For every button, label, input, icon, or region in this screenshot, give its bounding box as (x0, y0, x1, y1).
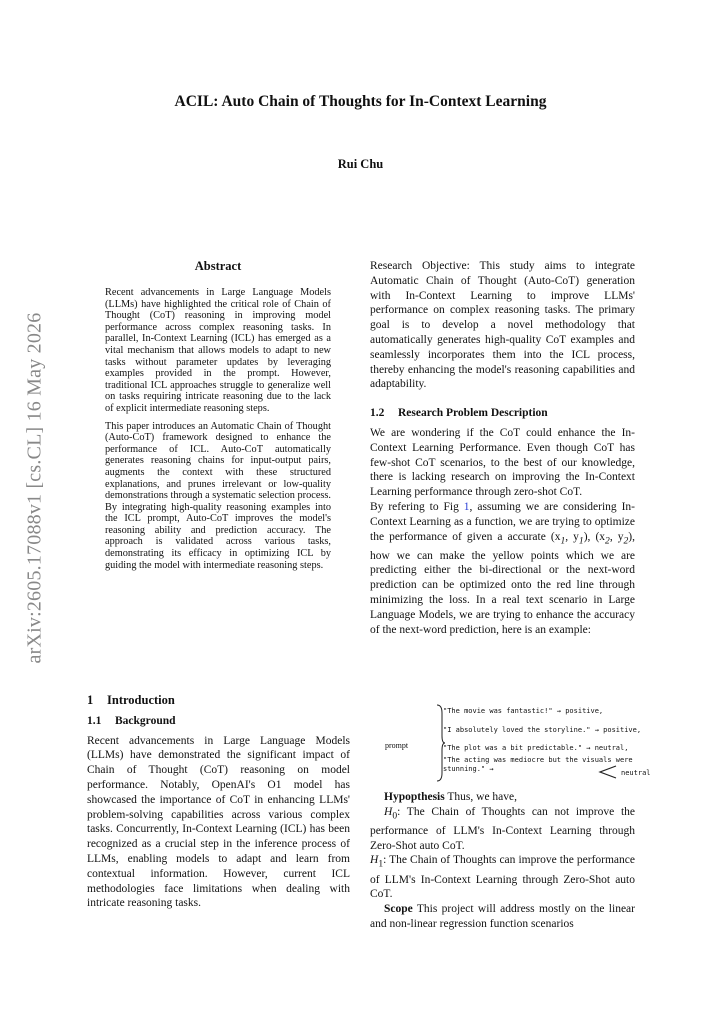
problem-paragraph: We are wondering if the CoT could enhance the In-Context Learning Performance. Even though CoT has few-shot CoT scenarios, to the best of our knowledge, there is lacking research on improving the In-Context Learning performance through zero-shot CoT. (370, 426, 635, 499)
example-line: "The movie was fantastic!" → positive, (443, 707, 604, 715)
problem-paragraph: By refering to Fig 1, assuming we are considering In-Context Learning as a function, we are trying to optimize the performance of given a accurate ($x_1$, $y_1$), ($x_2$, $y_2$), how we can make the yellow points which we are predicting either the bi-directional or the next-word prediction can be optimized onto the red line through minimizing the loss. In a real text scenario in Large Language Models, we are trying to enhance the accuracy of the next-word prediction, here is an example: (370, 500, 635, 636)
subsection-number: 1.2 (370, 407, 385, 420)
example-line: "The plot was a bit predictable." → neutral, (443, 744, 629, 752)
figure-reference-link[interactable]: 1 (463, 500, 470, 513)
arxiv-identifier: arXiv:2605.17088v1 [cs.CL] 16 May 2026 (23, 312, 46, 663)
hypothesis-h1: $H_1$: The Chain of Thoughts can improve the performance of LLM's In-Context Learning through Zero-Shot auto CoT. (370, 854, 635, 901)
abstract-paragraph: This paper introduces an Automatic Chain of Thought (Auto-CoT) framework designed to enhance the performance of ICL. Auto-CoT automatically generates reasoning chains for input-output pairs, augments the context with these structured explanations, and prunes irrelevant or low-quality demonstrations through a systematic selection process. By integrating high-quality reasoning examples into the ICL prompt, Auto-CoT improves the model's reasoning ability and prediction accuracy. The approach is validated across various tasks, demonstrating its efficacy in optimizing ICL by guiding the model with intermediate reasoning steps. (105, 420, 331, 571)
subsection-number: 1.1 (87, 714, 102, 727)
example-answer: neutral (621, 769, 651, 777)
example-prompt-figure (385, 703, 655, 783)
hypothesis-paragraph: Hypopthesis Thus, we have, (384, 791, 518, 803)
research-objective-paragraph: Research Objective: This study aims to integrate Automatic Chain of Thought (Auto-CoT) generation with In-Context Learning to improve LLMs' performance on complex reasoning tasks. The primary goal is to develop a novel methodology that automatically generates high-quality CoT examples and seamlessly incorporates them into the ICL process, thereby enhancing the model's reasoning capabilities and adaptability. (370, 260, 635, 391)
hypothesis-h0: $H_0$: The Chain of Thoughts can not improve the performance of LLM's In-Context Learning through Zero-Shot auto CoT. (370, 805, 635, 852)
subsection-title: Research Problem Description (398, 407, 548, 420)
fork-arrow-icon (596, 765, 618, 779)
subsection-heading (87, 714, 350, 729)
section-number: 1 (87, 693, 94, 707)
prompt-label: prompt (385, 741, 409, 750)
paper-author: Rui Chu (337, 157, 384, 171)
section-heading (87, 693, 350, 708)
paper-title: ACIL: Auto Chain of Thoughts for In-Context Learning (174, 93, 547, 110)
abstract-heading: Abstract (194, 259, 242, 273)
section-title: Introduction (107, 693, 175, 707)
background-paragraph: Recent advancements in Large Language Models (LLMs) have demonstrated the significant impact of Chain of Thought (CoT) reasoning on model performance. Notably, OpenAI's O1 model has showcased the importance of CoT in enhancing LLMs' problem-solving capabilities across various complex tasks. Concurrently, In-Context Learning (ICL) has been recognized as a crucial step in the inference process of LLMs, enabling models to adapt and learn from contextual information. However, current ICL methodologies face limitations when dealing with intricate reasoning tasks. (87, 734, 350, 910)
right-column (370, 259, 635, 637)
abstract-paragraph: Recent advancements in Large Language Models (LLMs) have highlighted the critical role of Chain of Thought (CoT) reasoning in improving model performance across complex reasoning tasks. In parallel, In-Context Learning (ICL) has emerged as a vital mechanism that allows models to adapt to new tasks without parameter updates by leveraging examples provided in the prompt. However, traditional ICL approaches struggle to generalize well on tasks requiring intricate reasoning due to the lack of explicit intermediate reasoning steps. (105, 287, 331, 414)
subsection-heading (370, 406, 635, 421)
example-line: "The acting was mediocre but the visuals were (443, 756, 633, 764)
hypothesis-section (370, 790, 635, 932)
example-line: stunning." → (443, 765, 494, 773)
scope-paragraph: Scope This project will address mostly on the linear and non-linear regression function scenarios (370, 903, 635, 930)
example-line: "I absolutely loved the storyline." → positive, (443, 726, 642, 734)
abstract-body (105, 287, 331, 577)
subsection-title: Background (115, 714, 176, 727)
introduction-section (87, 693, 350, 911)
